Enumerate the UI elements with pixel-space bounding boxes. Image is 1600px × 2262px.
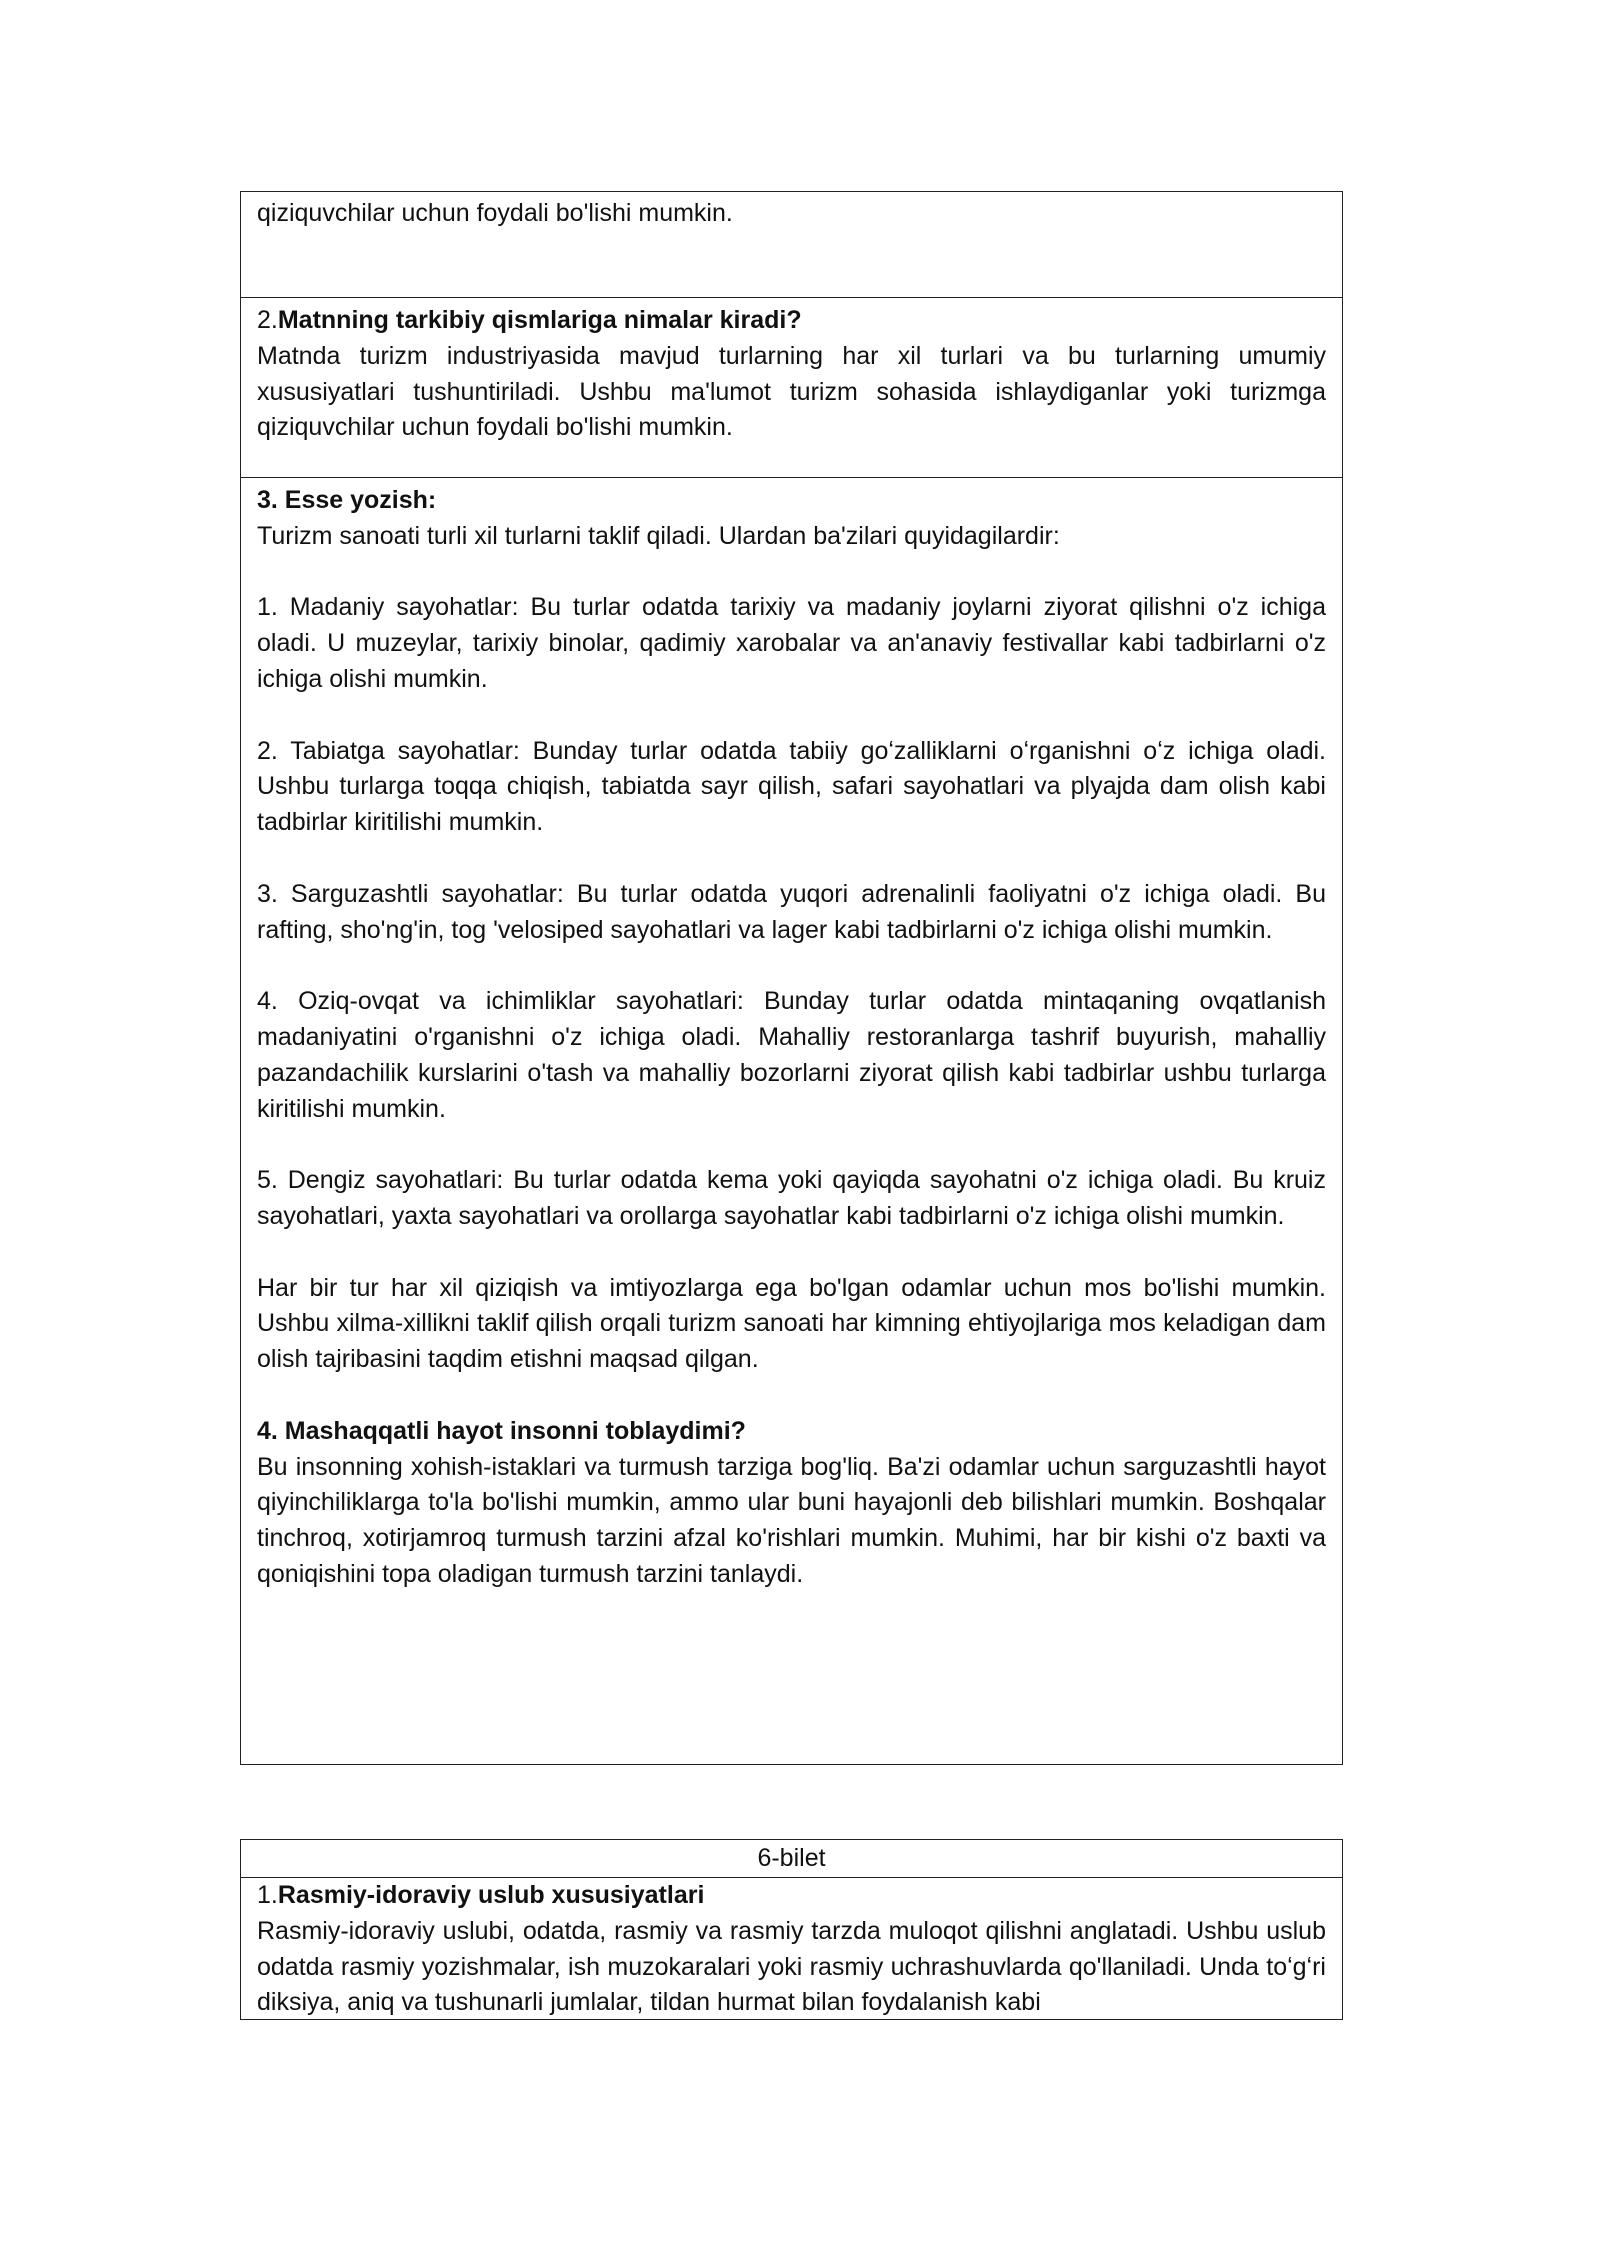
ticket-header: 6-bilet: [757, 1844, 826, 1872]
essay-item-3: 3. Sarguzashtli sayohatlar: Bu turlar odatda yuqori adrenalinli faoliyatni o'z ichiga oladi. Bu rafting, sho'ng'in, tog 'velosiped sayohatlari va lager kabi tadbirlarni o'z ichiga olishi mumkin.: [257, 879, 1326, 944]
continuation-text: qiziquvchilar uchun foydali bo'lishi mumkin.: [257, 199, 733, 227]
ticket-table-6: [240, 1839, 1343, 2020]
ticket-question-1-title: Rasmiy-idoraviy uslub xususiyatlari: [277, 1881, 705, 1909]
ticket-question-1-heading: [257, 1878, 1326, 1914]
essay-item-1: 1. Madaniy sayohatlar: Bu turlar odatda tarixiy va madaniy joylarni ziyorat qilishni o'z ichiga oladi. U muzeylar, tarixiy binolar, qadimiy xarobalar va an'anaviy festivallar kabi tadbirlarni o'z ichiga olishi mumkin.: [257, 593, 1326, 693]
essay-intro: Turizm sanoati turli xil turlarni taklif qiladi. Ulardan ba'zilari quyidagilardir:: [257, 521, 1060, 550]
ticket-question-1-number: 1.: [257, 1881, 278, 1909]
ticket-header-cell: [241, 1840, 1342, 1877]
table-cell-ticket-question-1: [241, 1877, 1342, 2021]
ticket-question-1-answer: Rasmiy-idoraviy uslubi, odatda, rasmiy va rasmiy tarzda muloqot qilishni anglatadi. Ushbu uslub odatda rasmiy yozishmalar, ish muzokaralari yoki rasmiy uchrashuvlarda qo'llaniladi. Unda toʻgʻri diksiya, aniq va tushunarli jumlalar, tildan hurmat bilan foydalanish kabi: [257, 1916, 1326, 2017]
essay-item-5: 5. Dengiz sayohatlari: Bu turlar odatda kema yoki qayiqda sayohatni o'z ichiga oladi. Bu kruiz sayohatlari, yaxta sayohatlari va orollarga sayohatlar kabi tadbirlarni o'z ichiga olishi mumkin.: [257, 1166, 1326, 1230]
question-2-title: Matnning tarkibiy qismlariga nimalar kiradi?: [277, 306, 802, 334]
question-4-heading: 4. Mashaqqatli hayot insonni toblaydimi?: [257, 1416, 746, 1445]
essay-item-2: 2. Tabiatga sayohatlar: Bunday turlar odatda tabiiy goʻzalliklarni oʻrganishni oʻz ichiga oladi. Ushbu turlarga toqqa chiqish, tabiatda sayr qilish, safari sayohatlari va plyajda dam olish kabi tadbirlar kiritilishi mumkin.: [257, 736, 1326, 837]
question-2-heading: [257, 303, 1326, 339]
essay-conclusion: Har bir tur har xil qiziqish va imtiyozlarga ega bo'lgan odamlar uchun mos bo'lishi mumkin. Ushbu xilma-xillikni taklif qilish orqali turizm sanoati har kimning ehtiyojlariga mos keladigan dam olish tajribasini taqdim etishni maqsad qilgan.: [257, 1273, 1326, 1374]
table-cell-question-2: [241, 297, 1342, 477]
question-2-answer: Matnda turizm industriyasida mavjud turlarning har xil turlari va bu turlarning umumiy xususiyatlari tushuntiriladi. Ushbu ma'lumot turizm sohasida ishlaydiganlar yoki turizmga qiziquvchilar uchun foydali bo'lishi mumkin.: [257, 341, 1326, 442]
question-2-number: 2.: [257, 306, 278, 334]
question-4-answer: Bu insonning xohish-istaklari va turmush tarziga bog'liq. Ba'zi odamlar uchun sarguzashtli hayot qiyinchiliklarga to'la bo'lishi mumkin, ammo ular buni hayajonli deb bilishlari mumkin. Boshqalar tinchroq, xotirjamroq turmush tarzini afzal ko'rishlari mumkin. Muhimi, har bir kishi o'z baxti va qoniqishini topa oladigan turmush tarzini tanlaydi.: [257, 1452, 1326, 1588]
answer-table-1: [240, 191, 1343, 1765]
table-cell-question-3: [241, 477, 1342, 1764]
question-3-heading: 3. Esse yozish:: [257, 486, 437, 514]
table-cell-continuation: [241, 192, 1342, 297]
essay-item-4: 4. Oziq-ovqat va ichimliklar sayohatlari: Bunday turlar odatda mintaqaning ovqatlanish madaniyatini o'rganishni o'z ichiga oladi. Mahalliy restoranlarga tashrif buyurish, mahalliy pazandachilik kurslarini o'tash va mahalliy bozorlarni ziyorat qilish kabi tadbirlar ushbu turlarga kiritilishi mumkin.: [257, 987, 1326, 1123]
